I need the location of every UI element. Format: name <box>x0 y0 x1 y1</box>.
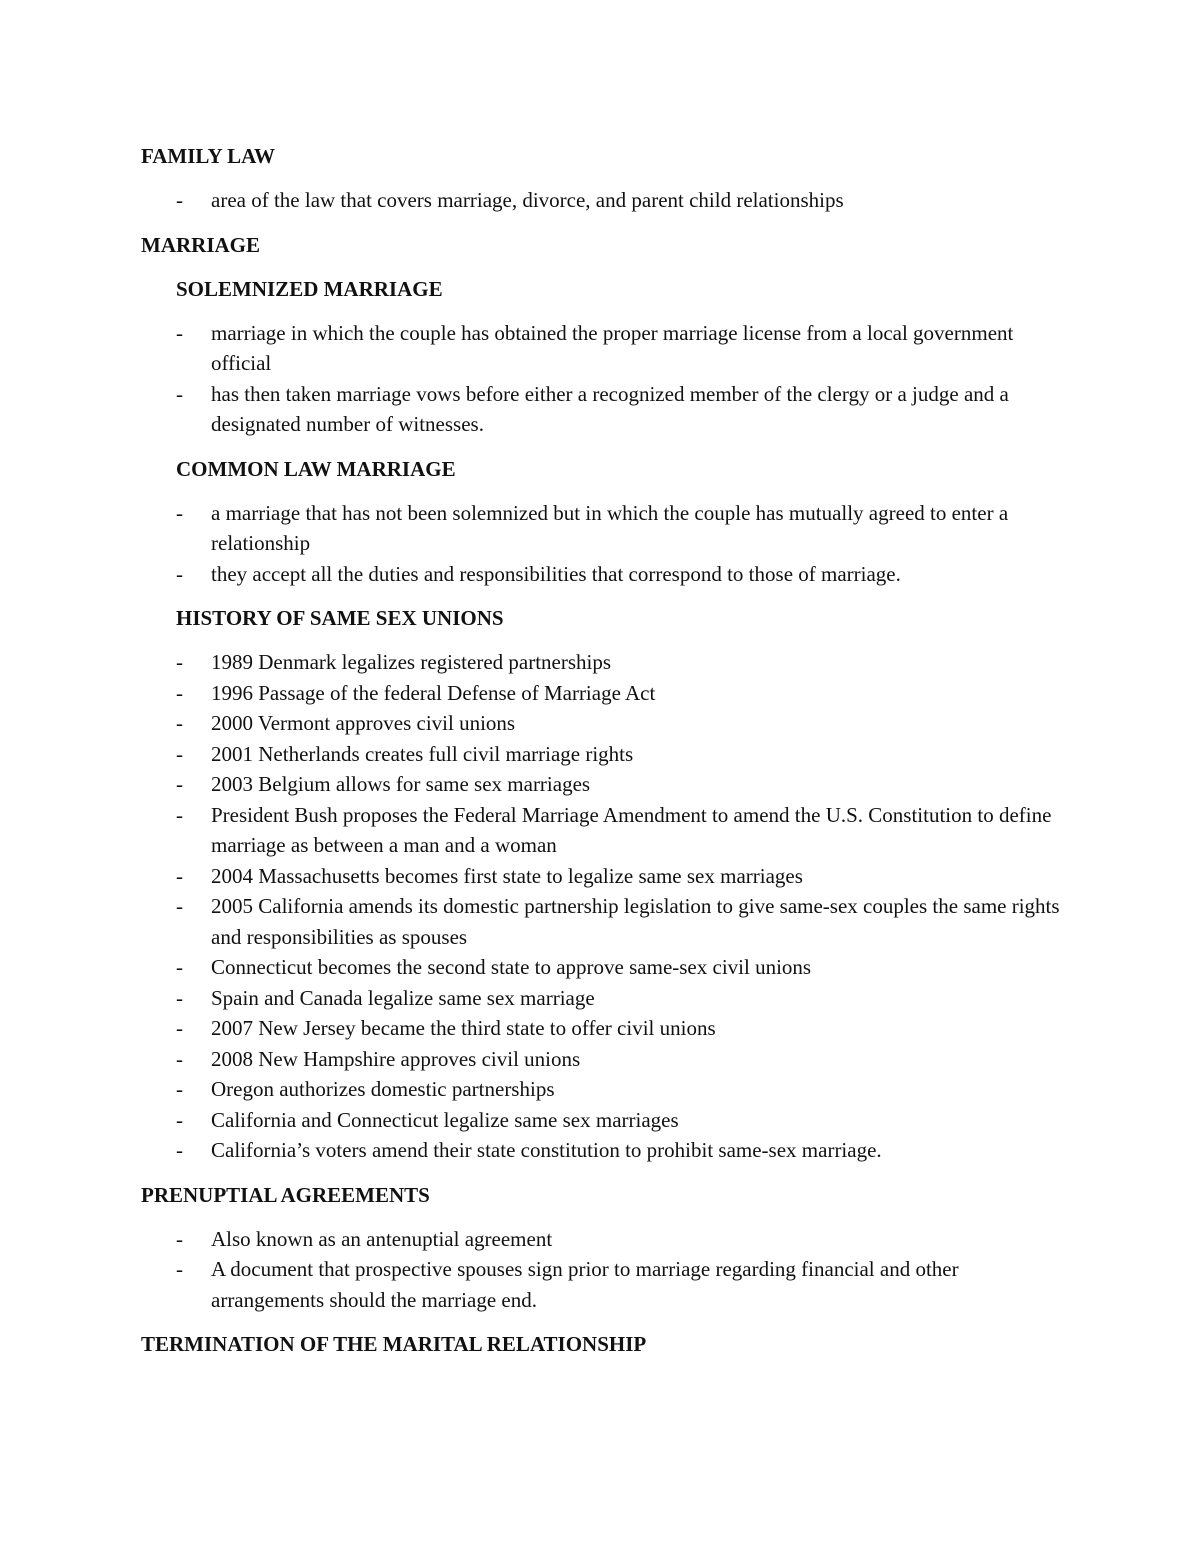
list-item <box>141 1044 1061 1075</box>
dash-bullet: - <box>176 500 183 525</box>
list-item <box>141 952 1061 983</box>
list-item-text: 2000 Vermont approves civil unions <box>211 711 516 735</box>
list-item <box>141 1254 1061 1315</box>
list-item <box>141 318 1061 379</box>
list-item <box>141 1074 1061 1105</box>
list-item-text: Connecticut becomes the second state to approve same-sex civil unions <box>211 955 812 979</box>
list-item-text: 2008 New Hampshire approves civil unions <box>211 1046 581 1071</box>
list-item <box>141 379 1061 440</box>
list-item-text: Spain and Canada legalize same sex marriage <box>211 985 595 1010</box>
list-prenuptial-agreements <box>141 1224 1061 1316</box>
heading-prenuptial-agreements: PRENUPTIAL AGREEMENTS <box>141 1182 430 1207</box>
dash-bullet: - <box>176 894 183 918</box>
list-item <box>141 498 1061 559</box>
list-item-text: 2003 Belgium allows for same sex marriages <box>211 772 591 796</box>
list-item <box>141 800 1061 861</box>
document-body <box>141 141 1061 1373</box>
list-item-text: area of the law that covers marriage, divorce, and parent child relationships <box>211 188 844 212</box>
list-item-text: a marriage that has not been solemnized but in which the couple has mutually agreed to enter a relationship <box>211 500 1009 555</box>
list-history-same-sex-unions <box>141 647 1061 1166</box>
list-item <box>141 739 1061 770</box>
heading-marriage: MARRIAGE <box>141 232 260 257</box>
list-item-text: 2007 New Jersey became the third state to offer civil unions <box>211 1016 716 1040</box>
list-item <box>141 1013 1061 1044</box>
dash-bullet: - <box>176 802 183 827</box>
dash-bullet: - <box>176 955 183 979</box>
list-item-text: they accept all the duties and responsibilities that correspond to those of marriage. <box>211 561 901 586</box>
list-item <box>141 861 1061 892</box>
list-family-law <box>141 185 1061 216</box>
list-item-text: California’s voters amend their state constitution to prohibit same-sex marriage. <box>211 1138 882 1162</box>
dash-bullet: - <box>176 1226 183 1251</box>
list-item-text: California and Connecticut legalize same sex marriages <box>211 1107 679 1132</box>
dash-bullet: - <box>176 650 183 674</box>
list-item-text: Oregon authorizes domestic partnerships <box>211 1077 555 1101</box>
list-item-text: A document that prospective spouses sign prior to marriage regarding financial and other arrangements should the marriage end. <box>211 1257 959 1312</box>
heading-solemnized-marriage: SOLEMNIZED MARRIAGE <box>176 276 443 301</box>
list-item <box>141 185 1061 216</box>
list-item-text: has then taken marriage vows before either a recognized member of the clergy or a judge and a designated number of witnesses. <box>211 381 1009 436</box>
dash-bullet: - <box>176 1107 183 1132</box>
list-item <box>141 708 1061 739</box>
list-item-text: 2005 California amends its domestic partnership legislation to give same-sex couples the same rights and responsibilities as spouses <box>211 894 1060 949</box>
list-item-text: 2004 Massachusetts becomes first state to legalize same sex marriages <box>211 863 803 888</box>
list-item <box>141 769 1061 800</box>
heading-history-same-sex-unions: HISTORY OF SAME SEX UNIONS <box>176 606 504 630</box>
heading-family-law: FAMILY LAW <box>141 144 275 168</box>
dash-bullet: - <box>176 381 183 406</box>
dash-bullet: - <box>176 561 183 586</box>
list-item-text: President Bush proposes the Federal Marriage Amendment to amend the U.S. Constitution to define marriage as between a man and a woman <box>211 802 1052 857</box>
dash-bullet: - <box>176 188 183 212</box>
list-item <box>141 891 1061 952</box>
dash-bullet: - <box>176 1138 183 1162</box>
list-item-text: 1996 Passage of the federal Defense of Marriage Act <box>211 680 656 705</box>
list-common-law-marriage <box>141 498 1061 590</box>
list-item-text: 1989 Denmark legalizes registered partnerships <box>211 650 612 674</box>
list-item-text: 2001 Netherlands creates full civil marriage rights <box>211 741 634 766</box>
dash-bullet: - <box>176 985 183 1010</box>
dash-bullet: - <box>176 1077 183 1101</box>
dash-bullet: - <box>176 863 183 888</box>
dash-bullet: - <box>176 1046 183 1071</box>
dash-bullet: - <box>176 320 183 345</box>
list-solemnized-marriage <box>141 318 1061 440</box>
list-item <box>141 647 1061 678</box>
heading-common-law-marriage: COMMON LAW MARRIAGE <box>176 456 456 481</box>
list-item <box>141 983 1061 1014</box>
list-item <box>141 1135 1061 1166</box>
dash-bullet: - <box>176 1257 183 1281</box>
list-item-text: marriage in which the couple has obtained the proper marriage license from a local government official <box>211 320 1014 375</box>
list-item <box>141 678 1061 709</box>
dash-bullet: - <box>176 1016 183 1040</box>
dash-bullet: - <box>176 772 183 796</box>
dash-bullet: - <box>176 680 183 705</box>
dash-bullet: - <box>176 711 183 735</box>
list-item <box>141 1224 1061 1255</box>
list-item-text: Also known as an antenuptial agreement <box>211 1226 553 1251</box>
list-item <box>141 1105 1061 1136</box>
heading-termination-marital-relationship: TERMINATION OF THE MARITAL RELATIONSHIP <box>141 1332 647 1356</box>
list-item <box>141 559 1061 590</box>
dash-bullet: - <box>176 741 183 766</box>
